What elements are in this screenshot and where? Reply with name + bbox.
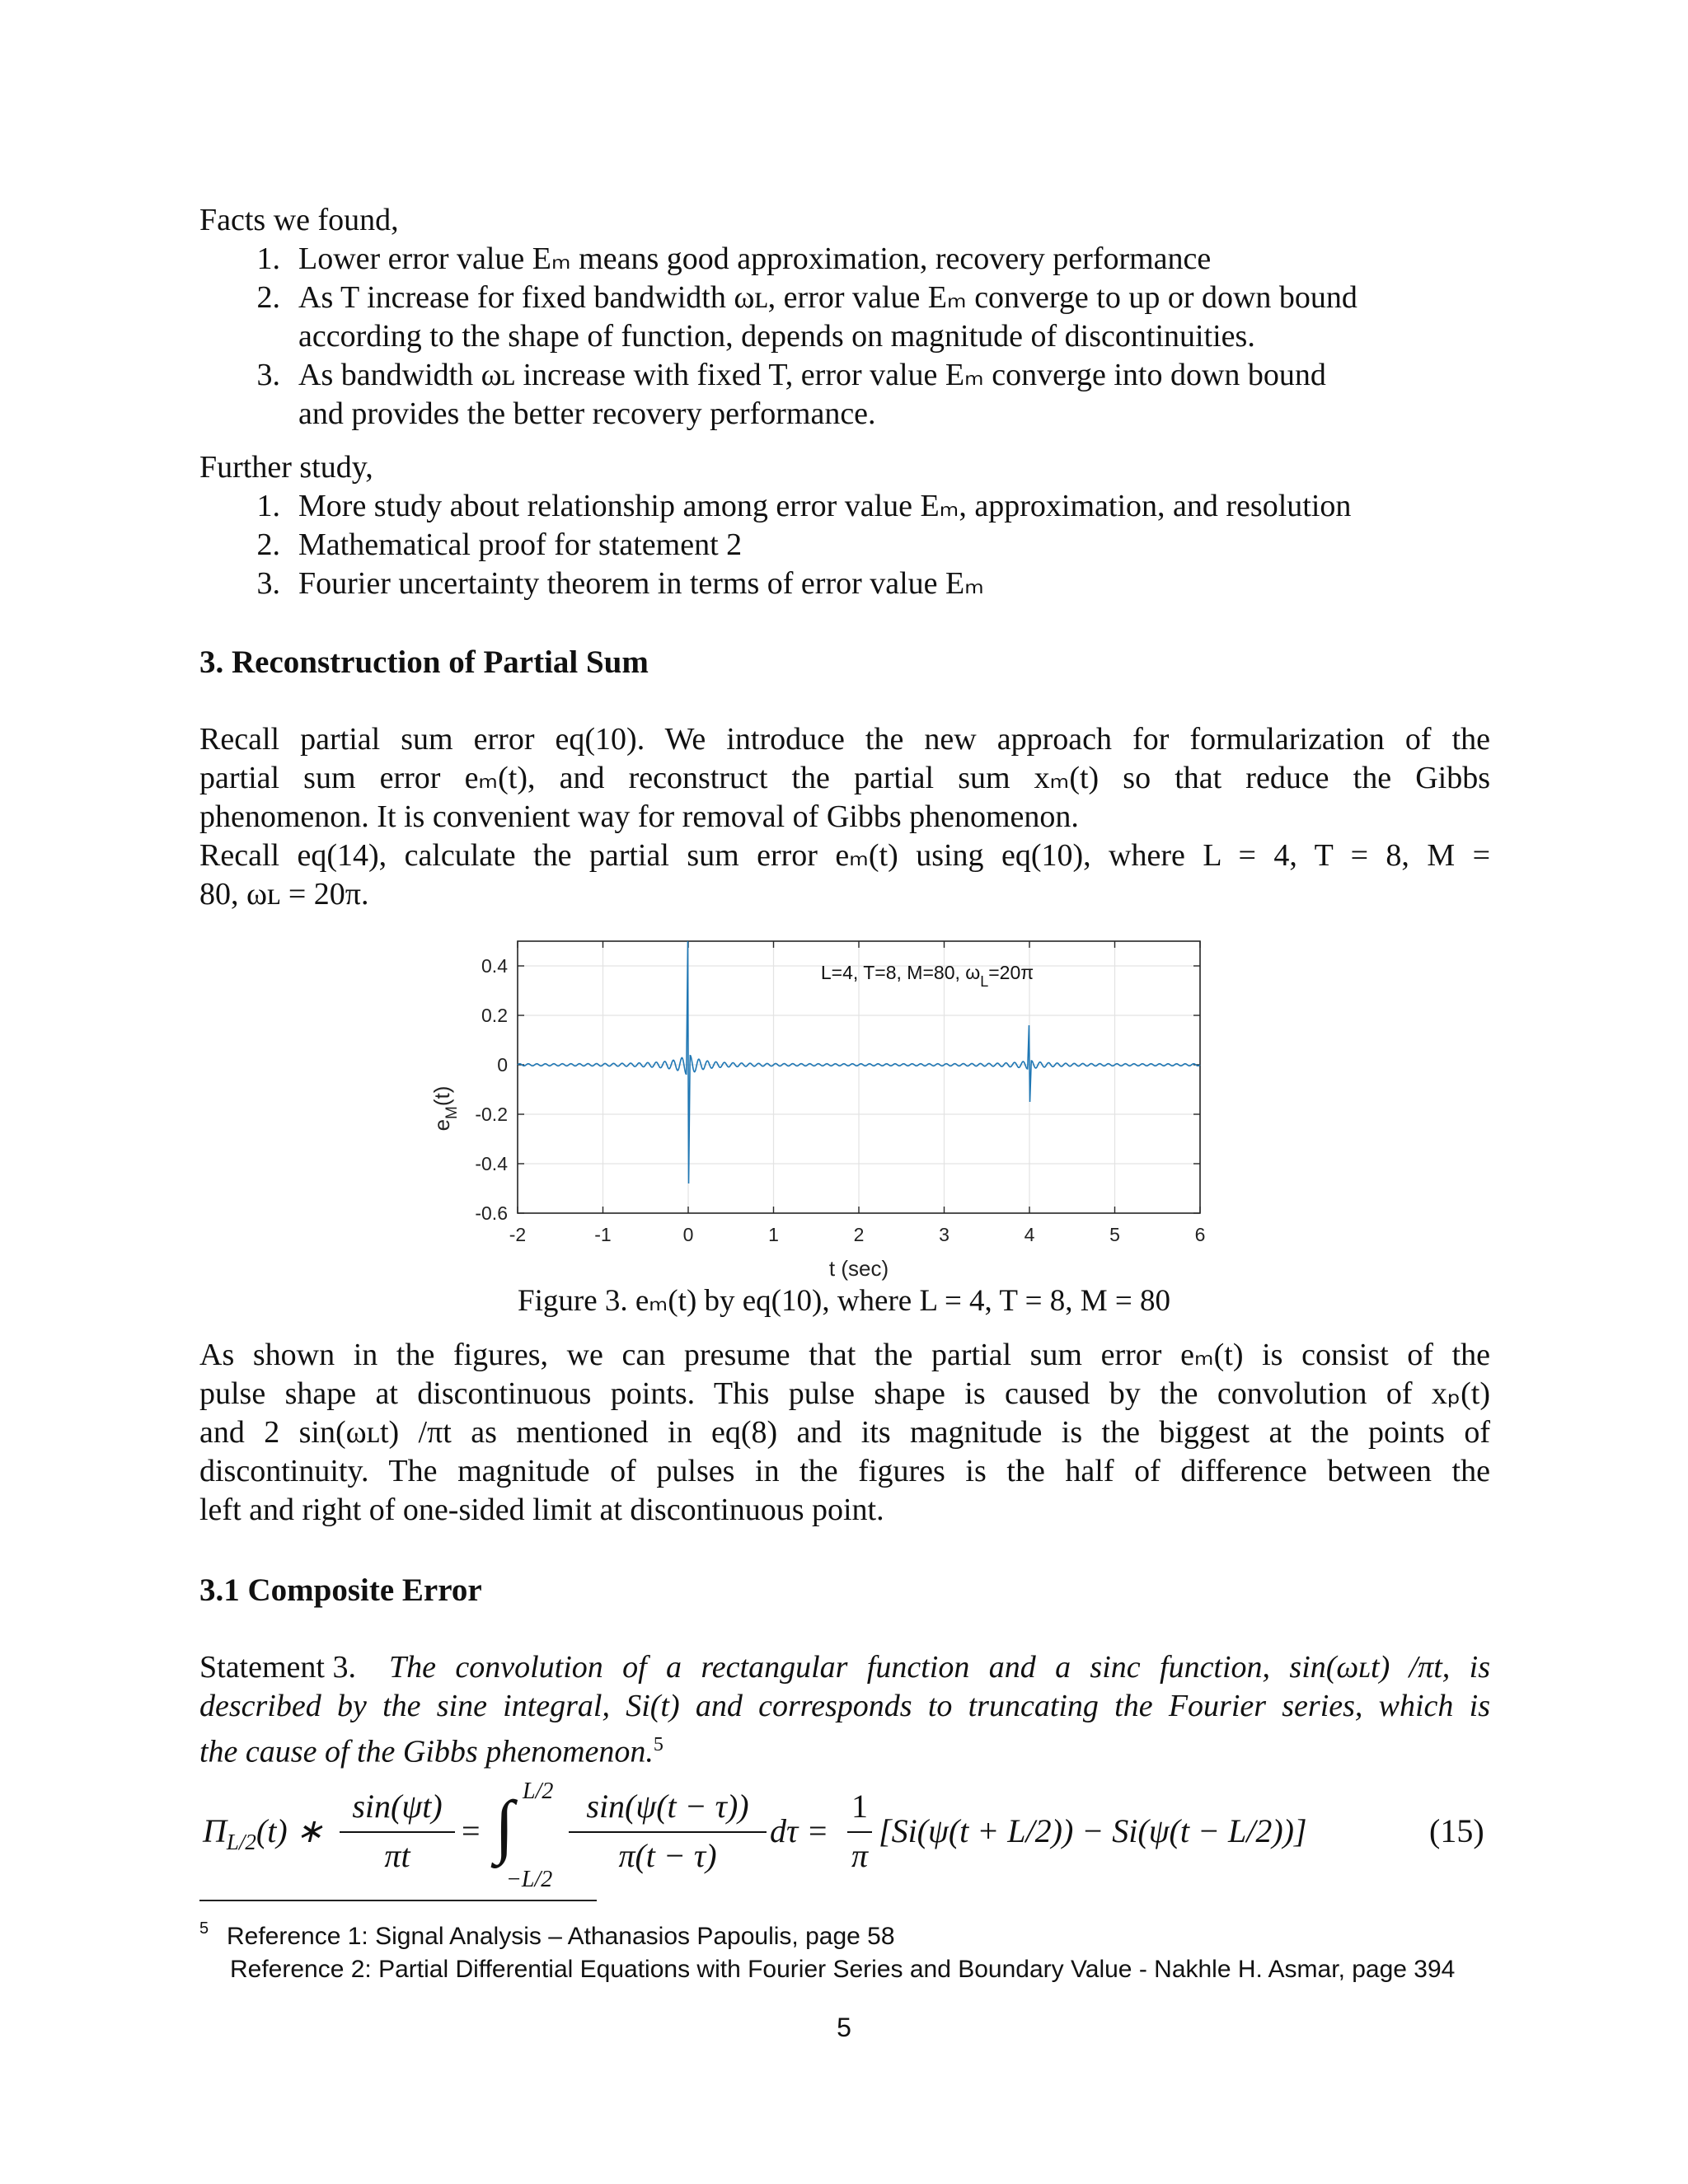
x-tick-label: 1	[768, 1224, 779, 1245]
section-3-para-line-3: phenomenon. It is convenient way for removal of Gibbs phenomenon.	[199, 799, 1079, 834]
further-item-2: Mathematical proof for statement 2	[298, 527, 743, 562]
footnote-ref-1: Reference 1: Signal Analysis – Athanasios Papoulis, page 58	[227, 1923, 895, 1950]
x-tick-label: 2	[853, 1224, 865, 1245]
x-tick-label: 0	[682, 1224, 694, 1245]
x-tick-label: -1	[594, 1224, 612, 1245]
para-2-line-2: pulse shape at discontinuous points. This pulse shape is caused by the convolution of xₚ(t)	[199, 1376, 1490, 1411]
eq-lhs-arg: (t) ∗	[256, 1812, 324, 1849]
footnote-marker: 5	[653, 1734, 663, 1755]
eq-frac1-bar	[340, 1831, 455, 1833]
x-tick-label: 6	[1194, 1224, 1206, 1245]
eq-number: (15)	[1429, 1812, 1484, 1849]
eq-lhs	[203, 1811, 323, 1855]
y-axis-label-tail: (t)	[429, 1085, 454, 1107]
facts-item-2-number: 2.	[256, 280, 280, 315]
eq-dtau: dτ =	[770, 1812, 829, 1849]
x-axis-label: t (sec)	[828, 1256, 889, 1281]
section-3-heading: 3. Reconstruction of Partial Sum	[199, 644, 649, 680]
figure-3-caption: Figure 3. eₘ(t) by eq(10), where L = 4, T = 8, M = 80	[518, 1284, 1170, 1318]
footnote-ref-2: Reference 2: Partial Differential Equations with Fourier Series and Boundary Value - Nakhle H. Asmar, page 394	[230, 1956, 1456, 1983]
eq-int-lower: −L/2	[506, 1867, 553, 1892]
footnote-number: 5	[199, 1919, 209, 1938]
y-tick-label: -0.6	[475, 1202, 508, 1224]
chart-title-main: L=4, T=8, M=80, ω	[820, 962, 981, 983]
y-axis-label-main: e	[429, 1118, 454, 1132]
facts-item-3-line-2: and provides the better recovery performance.	[298, 396, 876, 431]
eq-frac1-den: πt	[384, 1837, 410, 1874]
facts-item-3-line-1: As bandwidth ωʟ increase with fixed T, error value Eₘ converge into down bound	[298, 358, 1326, 392]
statement-3-line-3-text: the cause of the Gibbs phenomenon.	[199, 1734, 654, 1769]
chart-title-tail: =20π	[988, 962, 1034, 983]
y-tick-label: -0.2	[475, 1104, 508, 1125]
statement-3-line-3	[199, 1726, 663, 1772]
section-3-para-line-4: Recall eq(14), calculate the partial sum error eₘ(t) using eq(10), where L = 4, T = 8, M =	[199, 838, 1490, 873]
statement-3-line-2: described by the sine integral, Si(t) and corresponds to truncating the Fourier series, which is	[199, 1689, 1490, 1723]
figure-3-chart	[412, 931, 1220, 1286]
eq-equals-1: =	[462, 1812, 481, 1849]
eq-frac3-bar	[847, 1831, 872, 1833]
integral-icon: ∫	[495, 1786, 514, 1865]
statement-3-line-1: The convolution of a rectangular function and a sinc function, sin(ωʟt) /πt, is	[389, 1650, 1490, 1685]
y-tick-label: 0.4	[481, 955, 508, 977]
eq-pi: Π	[203, 1812, 227, 1849]
further-item-3-number: 3.	[256, 566, 280, 601]
facts-item-3-number: 3.	[256, 358, 280, 392]
eq-pi-sub: L/2	[226, 1830, 256, 1854]
x-tick-label: -2	[509, 1224, 527, 1245]
eq-int-upper: L/2	[523, 1779, 554, 1804]
para-2-line-4: discontinuity. The magnitude of pulses in the figures is the half of difference between the	[199, 1454, 1490, 1488]
axis-ticks	[475, 941, 1205, 1245]
chart-title	[821, 962, 1034, 990]
chart-title-sub: L	[980, 973, 989, 990]
eq-frac3-num: 1	[851, 1788, 868, 1825]
facts-item-1: Lower error value Eₘ means good approximation, recovery performance	[298, 241, 1212, 276]
section-3-para-line-5: 80, ωʟ = 20π.	[199, 877, 369, 912]
y-tick-label: 0.2	[481, 1005, 508, 1026]
x-tick-label: 5	[1109, 1224, 1120, 1245]
section-3-para-line-1: Recall partial sum error eq(10). We introduce the new approach for formularization of the	[199, 722, 1490, 757]
para-2-line-3: and 2 sin(ωʟt) /πt as mentioned in eq(8) and its magnitude is the biggest at the points of	[199, 1415, 1490, 1450]
y-axis-label	[429, 1086, 461, 1132]
footnote-rule	[199, 1900, 597, 1901]
section-3-1-heading: 3.1 Composite Error	[199, 1572, 482, 1608]
chart-svg	[412, 931, 1220, 1286]
eq-frac2-num: sin(ψ(t − τ))	[586, 1788, 749, 1825]
y-tick-label: 0	[497, 1054, 508, 1076]
further-item-1: More study about relationship among error value Eₘ, approximation, and resolution	[298, 489, 1352, 523]
further-item-1-number: 1.	[256, 489, 280, 523]
statement-3-label: Statement 3.	[199, 1650, 356, 1685]
facts-item-2-line-2: according to the shape of function, depends on magnitude of discontinuities.	[298, 319, 1255, 354]
facts-item-2-line-1: As T increase for fixed bandwidth ωʟ, error value Eₘ converge to up or down bound	[298, 280, 1357, 315]
y-tick-label: -0.4	[475, 1153, 508, 1174]
further-heading: Further study,	[199, 450, 373, 485]
facts-heading: Facts we found,	[199, 203, 399, 237]
eq-frac2-den: π(t − τ)	[618, 1837, 717, 1874]
para-2-line-1: As shown in the figures, we can presume that the partial sum error eₘ(t) is consist of the	[199, 1338, 1490, 1372]
facts-item-1-number: 1.	[256, 241, 280, 276]
x-tick-label: 4	[1024, 1224, 1035, 1245]
further-item-3: Fourier uncertainty theorem in terms of error value Eₘ	[298, 566, 984, 601]
eq-frac2-bar	[569, 1831, 767, 1833]
section-3-para-line-2: partial sum error eₘ(t), and reconstruct the partial sum xₘ(t) so that reduce the Gibbs	[199, 761, 1490, 795]
page-number: 5	[837, 2013, 851, 2042]
eq-frac3-den: π	[851, 1837, 869, 1874]
further-item-2-number: 2.	[256, 527, 280, 562]
x-tick-label: 3	[939, 1224, 950, 1245]
eq-frac1-num: sin(ψt)	[352, 1788, 443, 1825]
para-2-line-5: left and right of one-sided limit at discontinuous point.	[199, 1493, 884, 1527]
eq-rhs: [Si(ψ(t + L/2)) − Si(ψ(t − L/2))]	[879, 1812, 1307, 1849]
y-axis-label-sub: M	[443, 1106, 461, 1119]
